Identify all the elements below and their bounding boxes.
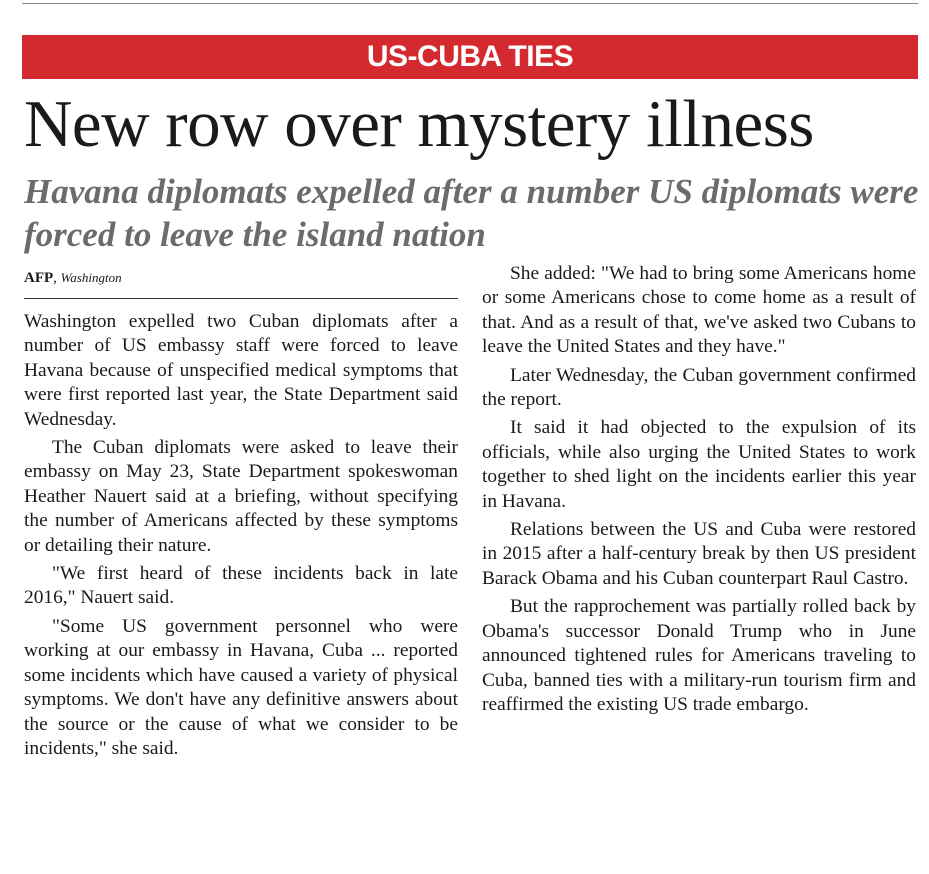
deck-subheadline: Havana diplomats expelled after a number US diplomats were forced to leave the island nation (24, 172, 919, 254)
paragraph: It said it had objected to the expulsion of its officials, while also urging the United States to work together to shed light on the incidents earlier this year in Havana. (482, 417, 916, 512)
paragraph: But the rapprochement was partially rolled back by Obama's successor Donald Trump who in June announced tightened rules for Americans traveling to Cuba, banned ties with a military-run tourism firm and reaffirmed the existing US trade embargo. (482, 596, 916, 715)
paragraph: The Cuban diplomats were asked to leave their embassy on May 23, State Department spokeswoman Heather Nauert said at a briefing, without specifying the number of Americans affected by these symptoms or detailing their nature. (24, 437, 458, 556)
section-label: US-CUBA TIES (366, 40, 574, 73)
headline: New row over mystery illness (24, 87, 814, 161)
paragraph: "We first heard of these incidents back in late 2016," Nauert said. (24, 563, 458, 609)
byline-location: Washington (60, 270, 122, 285)
byline-separator: , (53, 270, 61, 286)
top-rule (22, 3, 918, 4)
paragraph: Washington expelled two Cuban diplomats after a number of US embassy staff were forced to leave Havana because of unspecified medical symptoms that were first reported last year, the State Department said Wednesday. (24, 311, 458, 430)
paragraph: Relations between the US and Cuba were restored in 2015 after a half-century break by then US president Barack Obama and his Cuban counterpart Raul Castro. (482, 519, 916, 589)
article-column-right (482, 262, 916, 721)
paragraph: Later Wednesday, the Cuban government confirmed the report. (482, 364, 916, 411)
paragraph: "Some US government personnel who were working at our embassy in Havana, Cuba ... reported some incidents which have caused a variety of physical symptoms. We don't have any definitive answers about the source or the cause of what we consider to be incidents," she said. (24, 615, 458, 759)
article-column-left (24, 310, 458, 765)
paragraph: She added: "We had to bring some Americans home or some Americans chose to come home as a result of that. And as a result of that, we've asked two Cubans to leave the United States and they have." (482, 263, 916, 358)
byline-agency: AFP (24, 270, 54, 286)
byline (24, 268, 122, 288)
section-banner (22, 35, 918, 79)
byline-rule (24, 298, 458, 299)
